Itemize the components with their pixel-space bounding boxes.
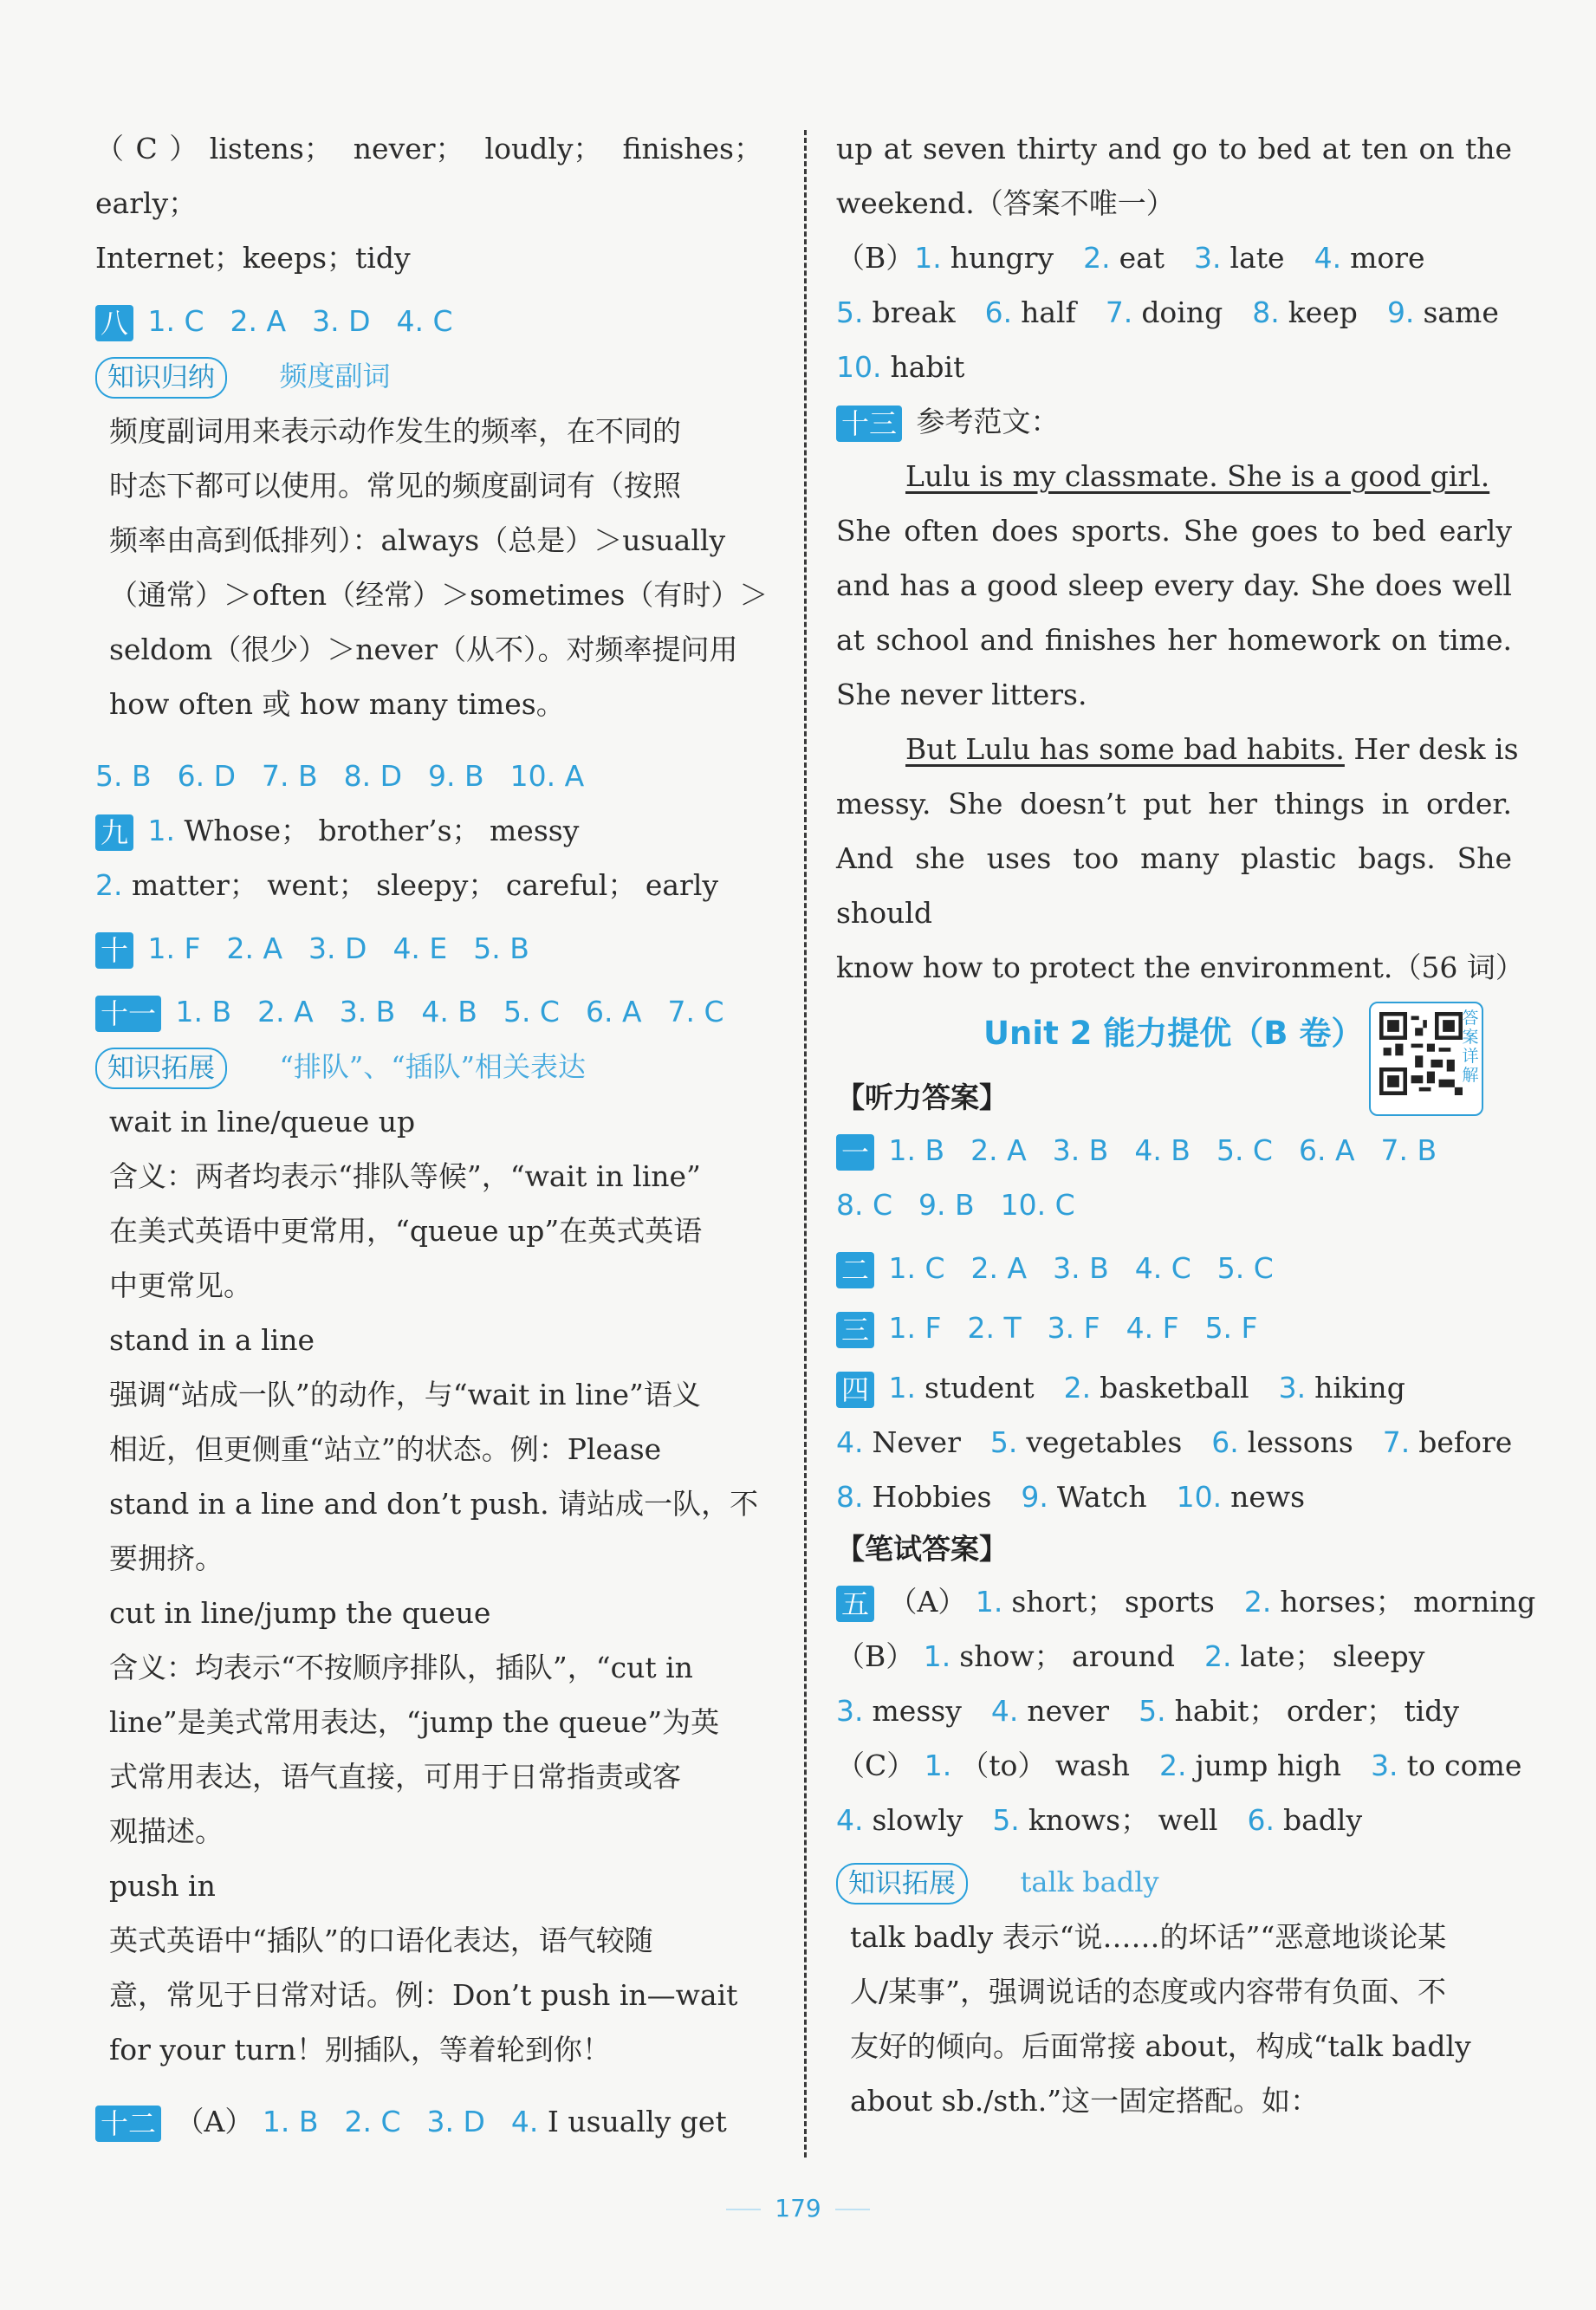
qr-code-image: [1379, 1012, 1463, 1095]
item-number: 5.: [989, 1425, 1018, 1459]
answer-list: [148, 931, 529, 965]
knowledge-line: 式常用表达，语气直接，可用于日常指责或客: [109, 1760, 681, 1794]
section-2: [836, 1241, 1512, 1295]
section-tag: 十三: [836, 406, 902, 442]
knowledge-line: how often 或 how many times。: [109, 687, 565, 721]
knowledge-label: 知识拓展: [836, 1863, 968, 1904]
knowledge-line: about sb./sth.”这一固定搭配。如：: [850, 2084, 1320, 2118]
answer-item: 5. C: [503, 995, 560, 1028]
knowledge-line: 频率由高到低排列）：always（总是）＞usually: [109, 523, 726, 557]
answer-item: 10. A: [509, 759, 585, 793]
answer-item: 3. F: [1047, 1311, 1100, 1345]
part-prefix: （A）: [175, 2105, 254, 2138]
answer-text: same: [1423, 295, 1499, 329]
section-tag: 十一: [95, 996, 161, 1032]
answer-list: [148, 304, 453, 338]
column-divider: [804, 130, 807, 2158]
answer-item: 4. C: [396, 304, 453, 338]
knowledge-label: 知识归纳: [95, 357, 227, 399]
item-number: 9.: [1021, 1480, 1048, 1514]
answer-text: eat: [1119, 241, 1165, 275]
section-tag: 四: [836, 1372, 874, 1408]
knowledge-label: 知识拓展: [95, 1048, 227, 1089]
section-5: [836, 1574, 1536, 1629]
section-12: [95, 2094, 762, 2149]
answer-item: 2. A: [257, 995, 314, 1028]
section-4: [836, 1360, 1512, 1415]
answer-item: 2. T: [967, 1311, 1022, 1345]
essay-line: She never litters.: [836, 678, 1087, 711]
answer-item: 4.: [510, 2105, 539, 2138]
answer-list: [889, 1311, 1258, 1345]
answer-text: half: [1021, 295, 1076, 329]
answer-text: Never: [872, 1425, 961, 1459]
section-10: [95, 921, 762, 976]
item-number: 1.: [147, 814, 176, 847]
answer-line: weekend.（答案不唯一）: [836, 186, 1175, 220]
item-number: 3.: [1371, 1749, 1398, 1782]
item-number: 4.: [1314, 241, 1342, 275]
answer-text: badly: [1283, 1803, 1363, 1837]
answer-item: 3. D: [312, 304, 371, 338]
item-number: 4.: [836, 1803, 864, 1837]
written-heading: 【笔试答案】: [836, 1532, 1008, 1566]
knowledge-line: line”是美式常用表达，“jump the queue”为英: [109, 1705, 720, 1739]
item-number: 10.: [1176, 1480, 1223, 1514]
answer-item: 5. B: [95, 759, 152, 793]
answer-text: more: [1350, 241, 1425, 275]
answer-item: 2. A: [230, 304, 287, 338]
section-11: [95, 984, 762, 1039]
answer-text: before: [1418, 1425, 1513, 1459]
knowledge-line: for your turn！别插队，等着轮到你！: [109, 2033, 611, 2067]
answer-text: student: [925, 1371, 1035, 1405]
item-number: 2.: [1243, 1585, 1272, 1619]
knowledge-line: stand in a line and don’t push. 请站成一队，不: [109, 1487, 759, 1521]
answer-item: 6. A: [1298, 1133, 1355, 1167]
qr-caption: 答案详解: [1462, 1009, 1479, 1085]
item-number: 10.: [836, 350, 882, 384]
knowledge-box-header: [95, 1039, 762, 1094]
essay-line: at school and finishes her homework on time.: [836, 623, 1512, 657]
item-number: 1.: [914, 241, 942, 275]
knowledge-line: cut in line/jump the queue: [109, 1596, 491, 1630]
answer-line: Internet；keeps；tidy: [95, 241, 411, 275]
answer-item: 6. A: [585, 995, 642, 1028]
answer-line: up at seven thirty and go to bed at ten on the: [836, 132, 1512, 165]
knowledge-line: 人/某事”，强调说话的态度或内容带有负面、不: [850, 1975, 1446, 2008]
knowledge-body: [95, 404, 769, 731]
answer-row: [914, 241, 1424, 275]
item-number: 7.: [1382, 1425, 1411, 1459]
essay-line: And she uses too many plastic bags. She should: [836, 841, 1512, 930]
answer-row: [836, 1415, 1512, 1470]
answer-item: 1. C: [888, 1251, 945, 1285]
answer-line: [95, 858, 762, 912]
answer-text: news: [1230, 1480, 1306, 1514]
section-tag: 五: [836, 1586, 874, 1622]
right-column: [836, 121, 1536, 2128]
answer-text: （to） wash: [960, 1749, 1130, 1782]
answer-row: [924, 1639, 1425, 1673]
answer-item: 7. B: [262, 759, 318, 793]
essay-line: and has a good sleep every day. She does well: [836, 568, 1512, 602]
listening-heading: 【听力答案】: [836, 1080, 1008, 1114]
item-number: 3.: [1278, 1371, 1307, 1405]
answer-text: knows； well: [1028, 1803, 1218, 1837]
answer-item: 4. C: [1134, 1251, 1191, 1285]
item-number: 1.: [888, 1371, 917, 1405]
essay-text: Her desk is: [1344, 732, 1519, 766]
answer-item: 5. C: [1216, 1251, 1274, 1285]
knowledge-line: stand in a line: [109, 1323, 315, 1357]
left-column: [95, 121, 769, 2149]
page-number: [0, 2194, 1596, 2222]
answer-row: [836, 1470, 1512, 1524]
essay-line: [836, 449, 1512, 503]
item-number: 3.: [1194, 241, 1222, 275]
answer-item: 3. B: [1053, 1251, 1109, 1285]
knowledge-box-header: [836, 1854, 1512, 1910]
answer-text: short； sports: [1011, 1585, 1215, 1619]
qr-code[interactable]: [1369, 1002, 1483, 1116]
item-number: 5.: [992, 1803, 1020, 1837]
essay-topic-sentence: But Lulu has some bad habits.: [905, 732, 1345, 766]
section-1: [836, 1123, 1512, 1178]
item-number: 9.: [1386, 295, 1415, 329]
item-number: 2.: [95, 868, 123, 902]
answer-text: habit； order； tidy: [1174, 1694, 1460, 1728]
answer-text: messy: [872, 1694, 962, 1728]
answer-list: [889, 1133, 1437, 1167]
answer-text: show； around: [959, 1639, 1176, 1673]
answer-line: （C）listens； never； loudly； finishes； early；: [95, 132, 762, 220]
answer-row: [889, 1371, 1405, 1405]
knowledge-line: 强调“站成一队”的动作，与“wait in line”语义: [109, 1378, 701, 1411]
answer-list: [889, 1251, 1274, 1285]
answer-item: 7. C: [667, 995, 724, 1028]
answer-item: 9. B: [918, 1188, 975, 1222]
answer-item: 10. C: [1000, 1188, 1075, 1222]
knowledge-line: 频度副词用来表示动作发生的频率，在不同的: [109, 414, 681, 448]
knowledge-line: 含义：两者均表示“排队等候”，“wait in line”: [109, 1159, 701, 1193]
item-number: 1.: [975, 1585, 1003, 1619]
item-number: 6.: [1247, 1803, 1275, 1837]
answer-item: 3. B: [1052, 1133, 1109, 1167]
answer-line: [836, 1738, 1522, 1793]
knowledge-title: “排队”、“插队”相关表达: [279, 1050, 586, 1083]
answer-text: slowly: [872, 1803, 963, 1837]
section-tag: 八: [95, 305, 133, 341]
answer-row: [836, 1684, 1512, 1738]
part-prefix: （A）: [888, 1585, 967, 1619]
item-number: 5.: [1139, 1694, 1166, 1728]
essay-paragraph: [836, 503, 1512, 722]
answer-list: [95, 749, 762, 803]
answer-text: break: [872, 295, 956, 329]
answer-item: 2. A: [970, 1251, 1028, 1285]
knowledge-body: [836, 1910, 1512, 2128]
answer-item: 6. D: [177, 759, 237, 793]
answer-item: 4. B: [421, 995, 477, 1028]
answer-text: basketball: [1100, 1371, 1249, 1405]
answer-item: 8. D: [343, 759, 403, 793]
answer-item: 3. D: [308, 931, 367, 965]
answer-item: 8. C: [836, 1188, 893, 1222]
answer-text: hungry: [950, 241, 1054, 275]
item-number: 8.: [836, 1480, 864, 1514]
section-tag: 二: [836, 1252, 874, 1288]
knowledge-title: talk badly: [1020, 1866, 1159, 1898]
item-number: 4.: [990, 1694, 1019, 1728]
part-prefix: （B）: [836, 1639, 915, 1673]
essay-line: messy. She doesn’t put her things in order.: [836, 787, 1512, 821]
answer-text: Watch: [1056, 1480, 1147, 1514]
answer-row: [836, 1793, 1512, 1847]
unit-title: [836, 995, 1512, 1085]
essay-line: She often does sports. She goes to bed early: [836, 514, 1512, 548]
answer-row: [836, 285, 1512, 340]
knowledge-line: talk badly 表示“说……的坏话”“恶意地谈论某: [850, 1920, 1447, 1954]
answer-item: 1. B: [888, 1133, 945, 1167]
item-number: 2.: [1083, 241, 1111, 275]
knowledge-line: 含义：均表示“不按顺序排队，插队”，“cut in: [109, 1651, 693, 1684]
knowledge-line: 友好的倾向。后面常接 about，构成“talk badly: [850, 2029, 1471, 2063]
answer-text: matter； went； sleepy； careful； early: [132, 868, 719, 902]
answer-list: [836, 1178, 1512, 1232]
answer-line: [836, 1629, 1512, 1684]
answer-text: doing: [1141, 295, 1223, 329]
section-9: [95, 803, 762, 858]
answer-text: lessons: [1247, 1425, 1353, 1459]
answer-row: [836, 340, 1512, 394]
item-number: 1.: [923, 1639, 951, 1673]
answer-item: 4. F: [1126, 1311, 1179, 1345]
item-number: 6.: [1211, 1425, 1239, 1459]
answer-text: habit: [890, 350, 965, 384]
section-tag: 九: [95, 814, 133, 851]
knowledge-line: 英式英语中“插队”的口语化表达，语气较随: [109, 1924, 653, 1957]
item-number: 5.: [836, 295, 864, 329]
knowledge-body: [95, 1094, 762, 2077]
answer-item: 2. A: [226, 931, 283, 965]
item-number: 1.: [924, 1749, 952, 1782]
section-3: [836, 1301, 1512, 1355]
page-number-text: 179: [775, 2194, 821, 2222]
section-tag: 十二: [95, 2106, 161, 2142]
knowledge-line: wait in line/queue up: [109, 1105, 416, 1139]
answer-item: 1. F: [888, 1311, 942, 1345]
section-tag: 十: [95, 932, 133, 969]
part-prefix: （B）: [836, 241, 915, 275]
answer-item: 7. B: [1380, 1133, 1437, 1167]
answer-text: to come: [1406, 1749, 1522, 1782]
answer-item: 5. F: [1204, 1311, 1258, 1345]
answer-item: 1. B: [175, 995, 232, 1028]
answer-text: Hobbies: [872, 1480, 992, 1514]
knowledge-title: 频度副词: [279, 360, 391, 393]
item-number: 2.: [1204, 1639, 1232, 1673]
answer-item: 4. E: [393, 931, 448, 965]
knowledge-line: 时态下都可以使用。常见的频度副词有（按照: [109, 469, 681, 503]
section-13: [836, 394, 1512, 449]
answer-text: horses； morning: [1280, 1585, 1536, 1619]
knowledge-line: （通常）＞often（经常）＞sometimes（有时）＞: [109, 578, 769, 612]
essay-line: [836, 722, 1519, 776]
item-number: 8.: [1252, 295, 1280, 329]
knowledge-line: 在美式英语中更常用，“queue up”在英式英语: [109, 1214, 703, 1248]
item-number: 7.: [1105, 295, 1133, 329]
answer-item: 5. B: [473, 931, 529, 965]
unit-title-text: Unit 2 能力提优（B 卷）: [983, 1015, 1364, 1052]
answer-item: 1. B: [262, 2105, 319, 2138]
section-label: 参考范文：: [916, 405, 1060, 438]
item-number: 2.: [1063, 1371, 1092, 1405]
answer-list: [176, 995, 724, 1028]
essay-paragraph: [836, 776, 1524, 995]
part-prefix: （C）: [836, 1749, 916, 1782]
answer-item: 9. B: [428, 759, 484, 793]
section-tag: 三: [836, 1312, 874, 1348]
answer-item: 3. B: [339, 995, 396, 1028]
answer-text: never: [1027, 1694, 1110, 1728]
knowledge-line: 要拥挤。: [109, 1541, 224, 1575]
answer-item: 2. A: [970, 1133, 1027, 1167]
answer-text: vegetables: [1026, 1425, 1183, 1459]
answer-text: I usually get: [547, 2105, 727, 2138]
item-number: 6.: [984, 295, 1013, 329]
knowledge-line: 观描述。: [109, 1814, 224, 1848]
section-8: [95, 294, 762, 348]
answer-row: [976, 1585, 1535, 1619]
answer-text: Whose； brother’s； messy: [184, 814, 580, 847]
answer-row: [836, 230, 1512, 285]
answer-text: late: [1229, 241, 1285, 275]
answer-text: late； sleepy: [1240, 1639, 1425, 1673]
item-number: 4.: [836, 1425, 864, 1459]
answer-text: keep: [1288, 295, 1358, 329]
answer-item: 1. C: [147, 304, 204, 338]
essay-line: know how to protect the environment.（56 词）: [836, 951, 1524, 984]
knowledge-line: push in: [109, 1869, 216, 1903]
answer-item: 3. D: [426, 2105, 485, 2138]
answer-item: 1. F: [147, 931, 201, 965]
answer-text: jump high: [1195, 1749, 1342, 1782]
answer-list: [263, 2105, 539, 2138]
answer-row: [925, 1749, 1522, 1782]
item-number: 2.: [1158, 1749, 1187, 1782]
answer-text: hiking: [1314, 1371, 1405, 1405]
answer-item: 5. C: [1216, 1133, 1273, 1167]
knowledge-line: seldom（很少）＞never（从不）。对频率提问用: [109, 633, 738, 666]
knowledge-box-header: [95, 348, 762, 404]
knowledge-line: 中更常见。: [109, 1269, 252, 1302]
section-tag: 一: [836, 1134, 874, 1171]
answer-item: 4. B: [1134, 1133, 1191, 1167]
item-number: 3.: [836, 1694, 864, 1728]
knowledge-line: 意，常见于日常对话。例：Don’t push in—wait: [109, 1978, 738, 2012]
answer-item: 2. C: [344, 2105, 401, 2138]
knowledge-line: 相近，但更侧重“站立”的状态。例：Please: [109, 1432, 662, 1466]
essay-topic-sentence: Lulu is my classmate. She is a good girl.: [905, 459, 1490, 493]
